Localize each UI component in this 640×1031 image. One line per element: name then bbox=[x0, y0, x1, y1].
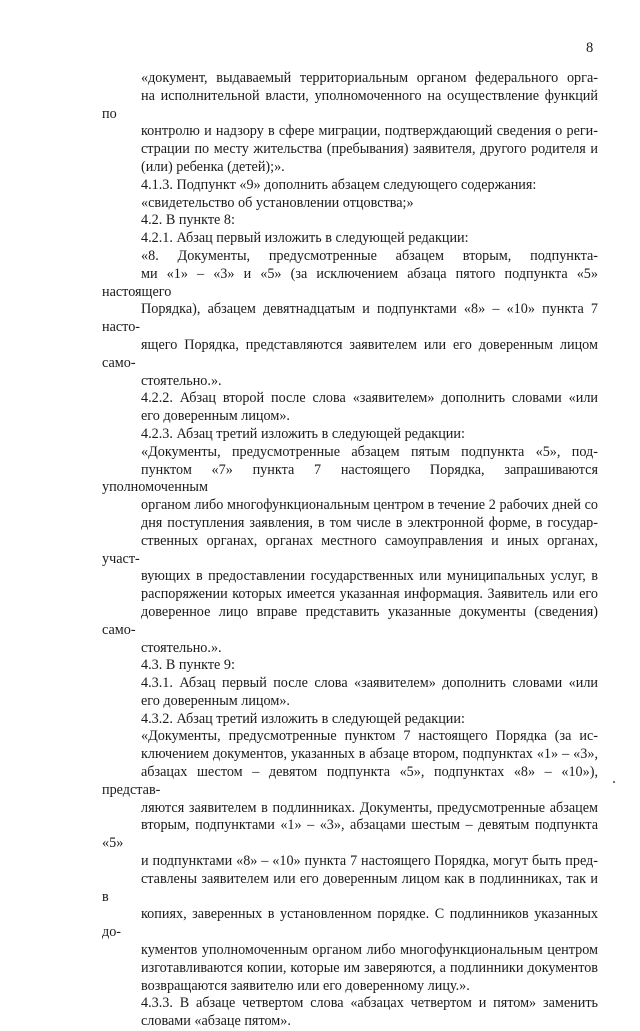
paragraph bbox=[102, 230, 598, 248]
text-line: возвращаются заявителю или его доверенному лицу.». bbox=[141, 977, 470, 994]
text-line: 4.2. В пункте 8: bbox=[141, 212, 235, 229]
text-line: 4.3.1. Абзац первый после слова «заявителем» дополнить словами «или bbox=[141, 675, 598, 692]
paragraph bbox=[102, 657, 598, 675]
text-line: ляются заявителем в подлинниках. Документы, предусмотренные абзацем bbox=[141, 799, 598, 816]
text-line: ключением документов, указанных в абзаце втором, подпунктах «1» – «3», bbox=[141, 746, 598, 763]
scan-speck bbox=[613, 781, 615, 783]
paragraph bbox=[102, 711, 598, 729]
text-line: его доверенным лицом». bbox=[141, 408, 290, 425]
text-line: вующих в предоставлении государственных или муниципальных услуг, в bbox=[141, 568, 598, 585]
text-line: 4.3.3. В абзаце четвертом слова «абзацах четвертом и пятом» заменить bbox=[141, 995, 598, 1012]
text-line: ящего Порядка, представляются заявителем или его доверенным лицом само- bbox=[102, 336, 598, 371]
text-line: «документ, выдаваемый территориальным органом федерального орга- bbox=[141, 70, 598, 86]
text-line: копиях, заверенных в установленном порядке. С подлинников указанных до- bbox=[102, 906, 598, 941]
text-line: вторым, подпунктами «1» – «3», абзацами шестым – девятым подпункта «5» bbox=[102, 817, 598, 852]
text-line: и подпунктами «8» – «10» пункта 7 настоящего Порядка, могут быть пред- bbox=[141, 853, 598, 870]
paragraph bbox=[102, 675, 598, 711]
paragraph bbox=[102, 444, 598, 658]
text-line: доверенное лицо вправе представить указанные документы (сведения) само- bbox=[102, 603, 598, 638]
text-line: (или) ребенка (детей);». bbox=[141, 158, 285, 175]
page-number: 8 bbox=[586, 40, 594, 56]
text-line: 4.2.3. Абзац третий изложить в следующей редакции: bbox=[141, 425, 465, 442]
paragraph bbox=[102, 177, 598, 195]
text-line: его доверенным лицом». bbox=[141, 692, 290, 709]
text-line: 4.3. В пункте 9: bbox=[141, 657, 235, 674]
text-line: стоятельно.». bbox=[141, 372, 222, 389]
paragraph bbox=[102, 248, 598, 390]
text-line: дня поступления заявления, в том числе в электронной форме, в государ- bbox=[141, 514, 598, 531]
text-line: 4.2.1. Абзац первый изложить в следующей редакции: bbox=[141, 230, 469, 247]
paragraph bbox=[102, 390, 598, 426]
paragraph bbox=[102, 426, 598, 444]
paragraph bbox=[102, 212, 598, 230]
text-line: изготавливаются копии, которые им заверяются, а подлинники документов bbox=[141, 959, 598, 976]
text-line: Порядка), абзацем девятнадцатым и подпунктами «8» – «10» пункта 7 насто- bbox=[102, 301, 598, 336]
text-line: «свидетельство об установлении отцовства;» bbox=[141, 194, 414, 211]
paragraph bbox=[102, 995, 598, 1031]
text-line: ставлены заявителем или его доверенным лицом как в подлинниках, так и в bbox=[102, 870, 598, 905]
text-line: словами «абзаце пятом». bbox=[141, 1013, 291, 1030]
text-line: кументов уполномоченным органом либо многофункциональным центром bbox=[141, 942, 598, 959]
paragraph bbox=[102, 195, 598, 213]
text-line: страции по месту жительства (пребывания) заявителя, другого родителя и bbox=[141, 141, 598, 158]
text-line: стоятельно.». bbox=[141, 639, 222, 656]
text-line: распоряжении которых имеется указанная информация. Заявитель или его bbox=[141, 586, 598, 603]
text-line: «8. Документы, предусмотренные абзацем вторым, подпункта- bbox=[141, 247, 598, 264]
text-line: ми «1» – «3» и «5» (за исключением абзаца пятого подпункта «5» настоящего bbox=[102, 265, 598, 300]
text-line: «Документы, предусмотренные абзацем пятым подпункта «5», под- bbox=[141, 443, 598, 460]
text-line: ственных органах, органах местного самоуправления и иных органах, участ- bbox=[102, 532, 598, 567]
paragraph bbox=[102, 728, 598, 995]
text-line: 4.2.2. Абзац второй после слова «заявителем» дополнить словами «или bbox=[141, 390, 598, 407]
text-line: абзацах шестом – девятом подпункта «5», подпунктах «8» – «10»), представ- bbox=[102, 764, 598, 798]
text-line: 4.1.3. Подпункт «9» дополнить абзацем следующего содержания: bbox=[141, 176, 537, 193]
text-line: органом либо многофункциональным центром в течение 2 рабочих дней со bbox=[141, 497, 598, 514]
text-line: пунктом «7» пункта 7 настоящего Порядка, запрашиваются уполномоченным bbox=[102, 461, 598, 496]
text-line: на исполнительной власти, уполномоченного на осуществление функций по bbox=[102, 87, 598, 122]
text-line: «Документы, предусмотренные пунктом 7 настоящего Порядка (за ис- bbox=[141, 728, 598, 745]
text-line: контролю и надзору в сфере миграции, подтверждающий сведения о реги- bbox=[141, 123, 598, 140]
paragraph bbox=[102, 70, 598, 177]
text-line: 4.3.2. Абзац третий изложить в следующей редакции: bbox=[141, 710, 465, 727]
document-body bbox=[102, 70, 598, 1031]
